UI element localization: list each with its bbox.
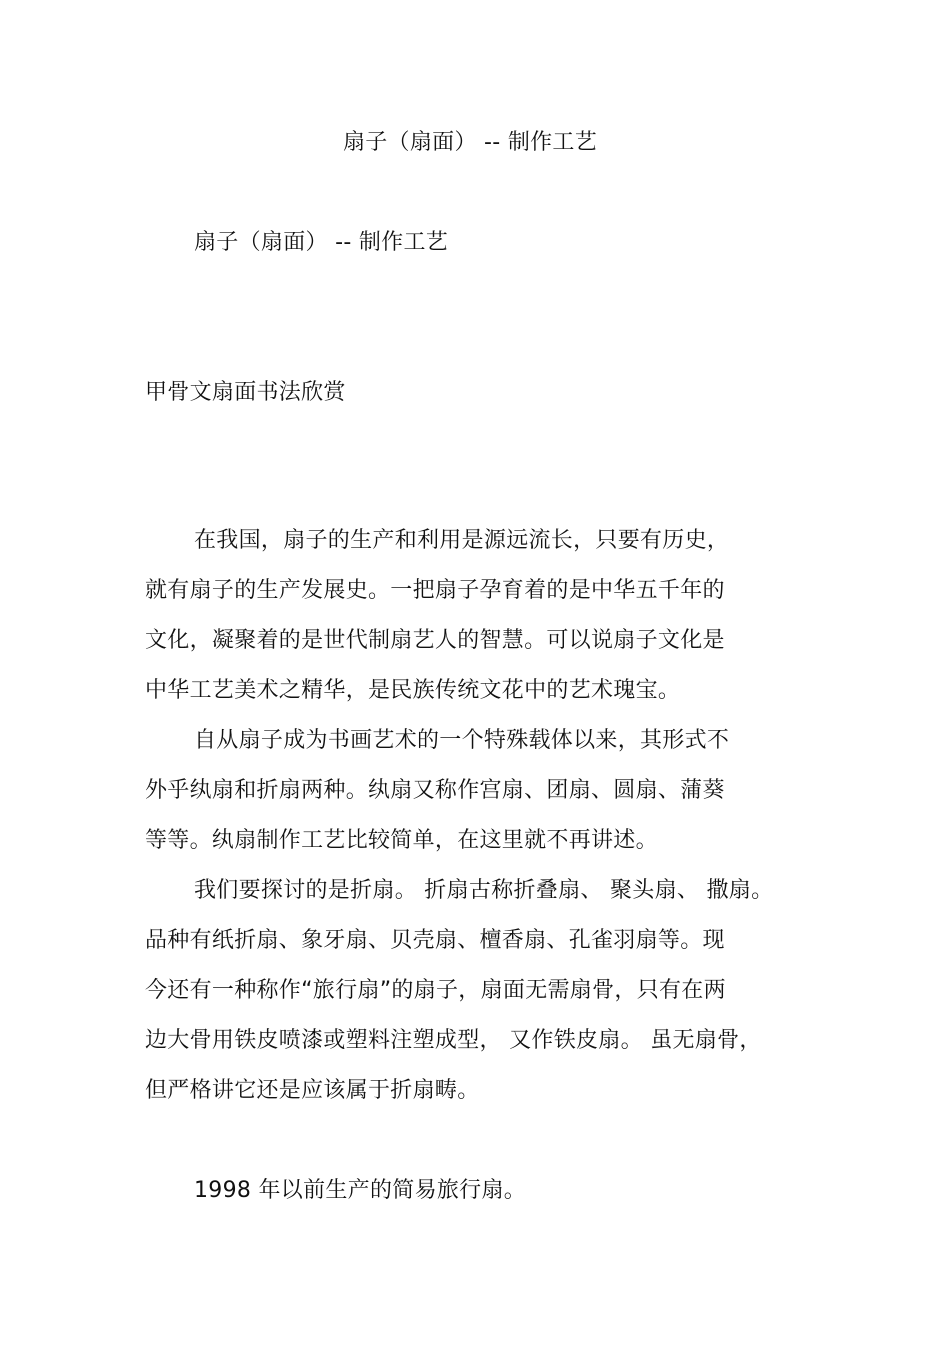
image-caption: 1998 年以前生产的简易旅行扇。 [194,1178,527,1203]
paragraph-3-line-2: 品种有纸折扇、象牙扇、贝壳扇、檀香扇、孔雀羽扇等。现 [145,928,725,953]
paragraph-3-line-5: 但严格讲它还是应该属于折扇畴。 [145,1078,480,1103]
paragraph-2-line-2: 外乎纨扇和折扇两种。纨扇又称作宫扇、团扇、圆扇、蒲葵 [145,778,725,803]
paragraph-1-line-1: 在我国，扇子的生产和利用是源远流长，只要有历史， [194,528,730,553]
paragraph-2-line-1: 自从扇子成为书画艺术的一个特殊载体以来，其形式不 [194,728,730,753]
paragraph-1-line-3: 文化，凝聚着的是世代制扇艺人的智慧。可以说扇子文化是 [145,628,725,653]
paragraph-3-line-3: 今还有一种称作“旅行扇”的扇子，扇面无需扇骨，只有在两 [145,978,726,1003]
paragraph-1-line-4: 中华工艺美术之精华，是民族传统文花中的艺术瑰宝。 [145,678,681,703]
paragraph-1-line-2: 就有扇子的生产发展史。一把扇子孕育着的是中华五千年的 [145,578,725,603]
paragraph-2-line-3: 等等。纨扇制作工艺比较简单，在这里就不再讲述。 [145,828,658,853]
section-heading: 甲骨文扇面书法欣赏 [145,380,346,405]
paragraph-3-line-4: 边大骨用铁皮喷漆或塑料注塑成型， 又作铁皮扇。 虽无扇骨， [145,1028,762,1053]
document-subtitle: 扇子（扇面） -- 制作工艺 [194,230,449,255]
paragraph-3-line-1: 我们要探讨的是折扇。 折扇古称折叠扇、 聚头扇、 撒扇。 [194,878,774,903]
document-title: 扇子（扇面） -- 制作工艺 [342,130,598,155]
